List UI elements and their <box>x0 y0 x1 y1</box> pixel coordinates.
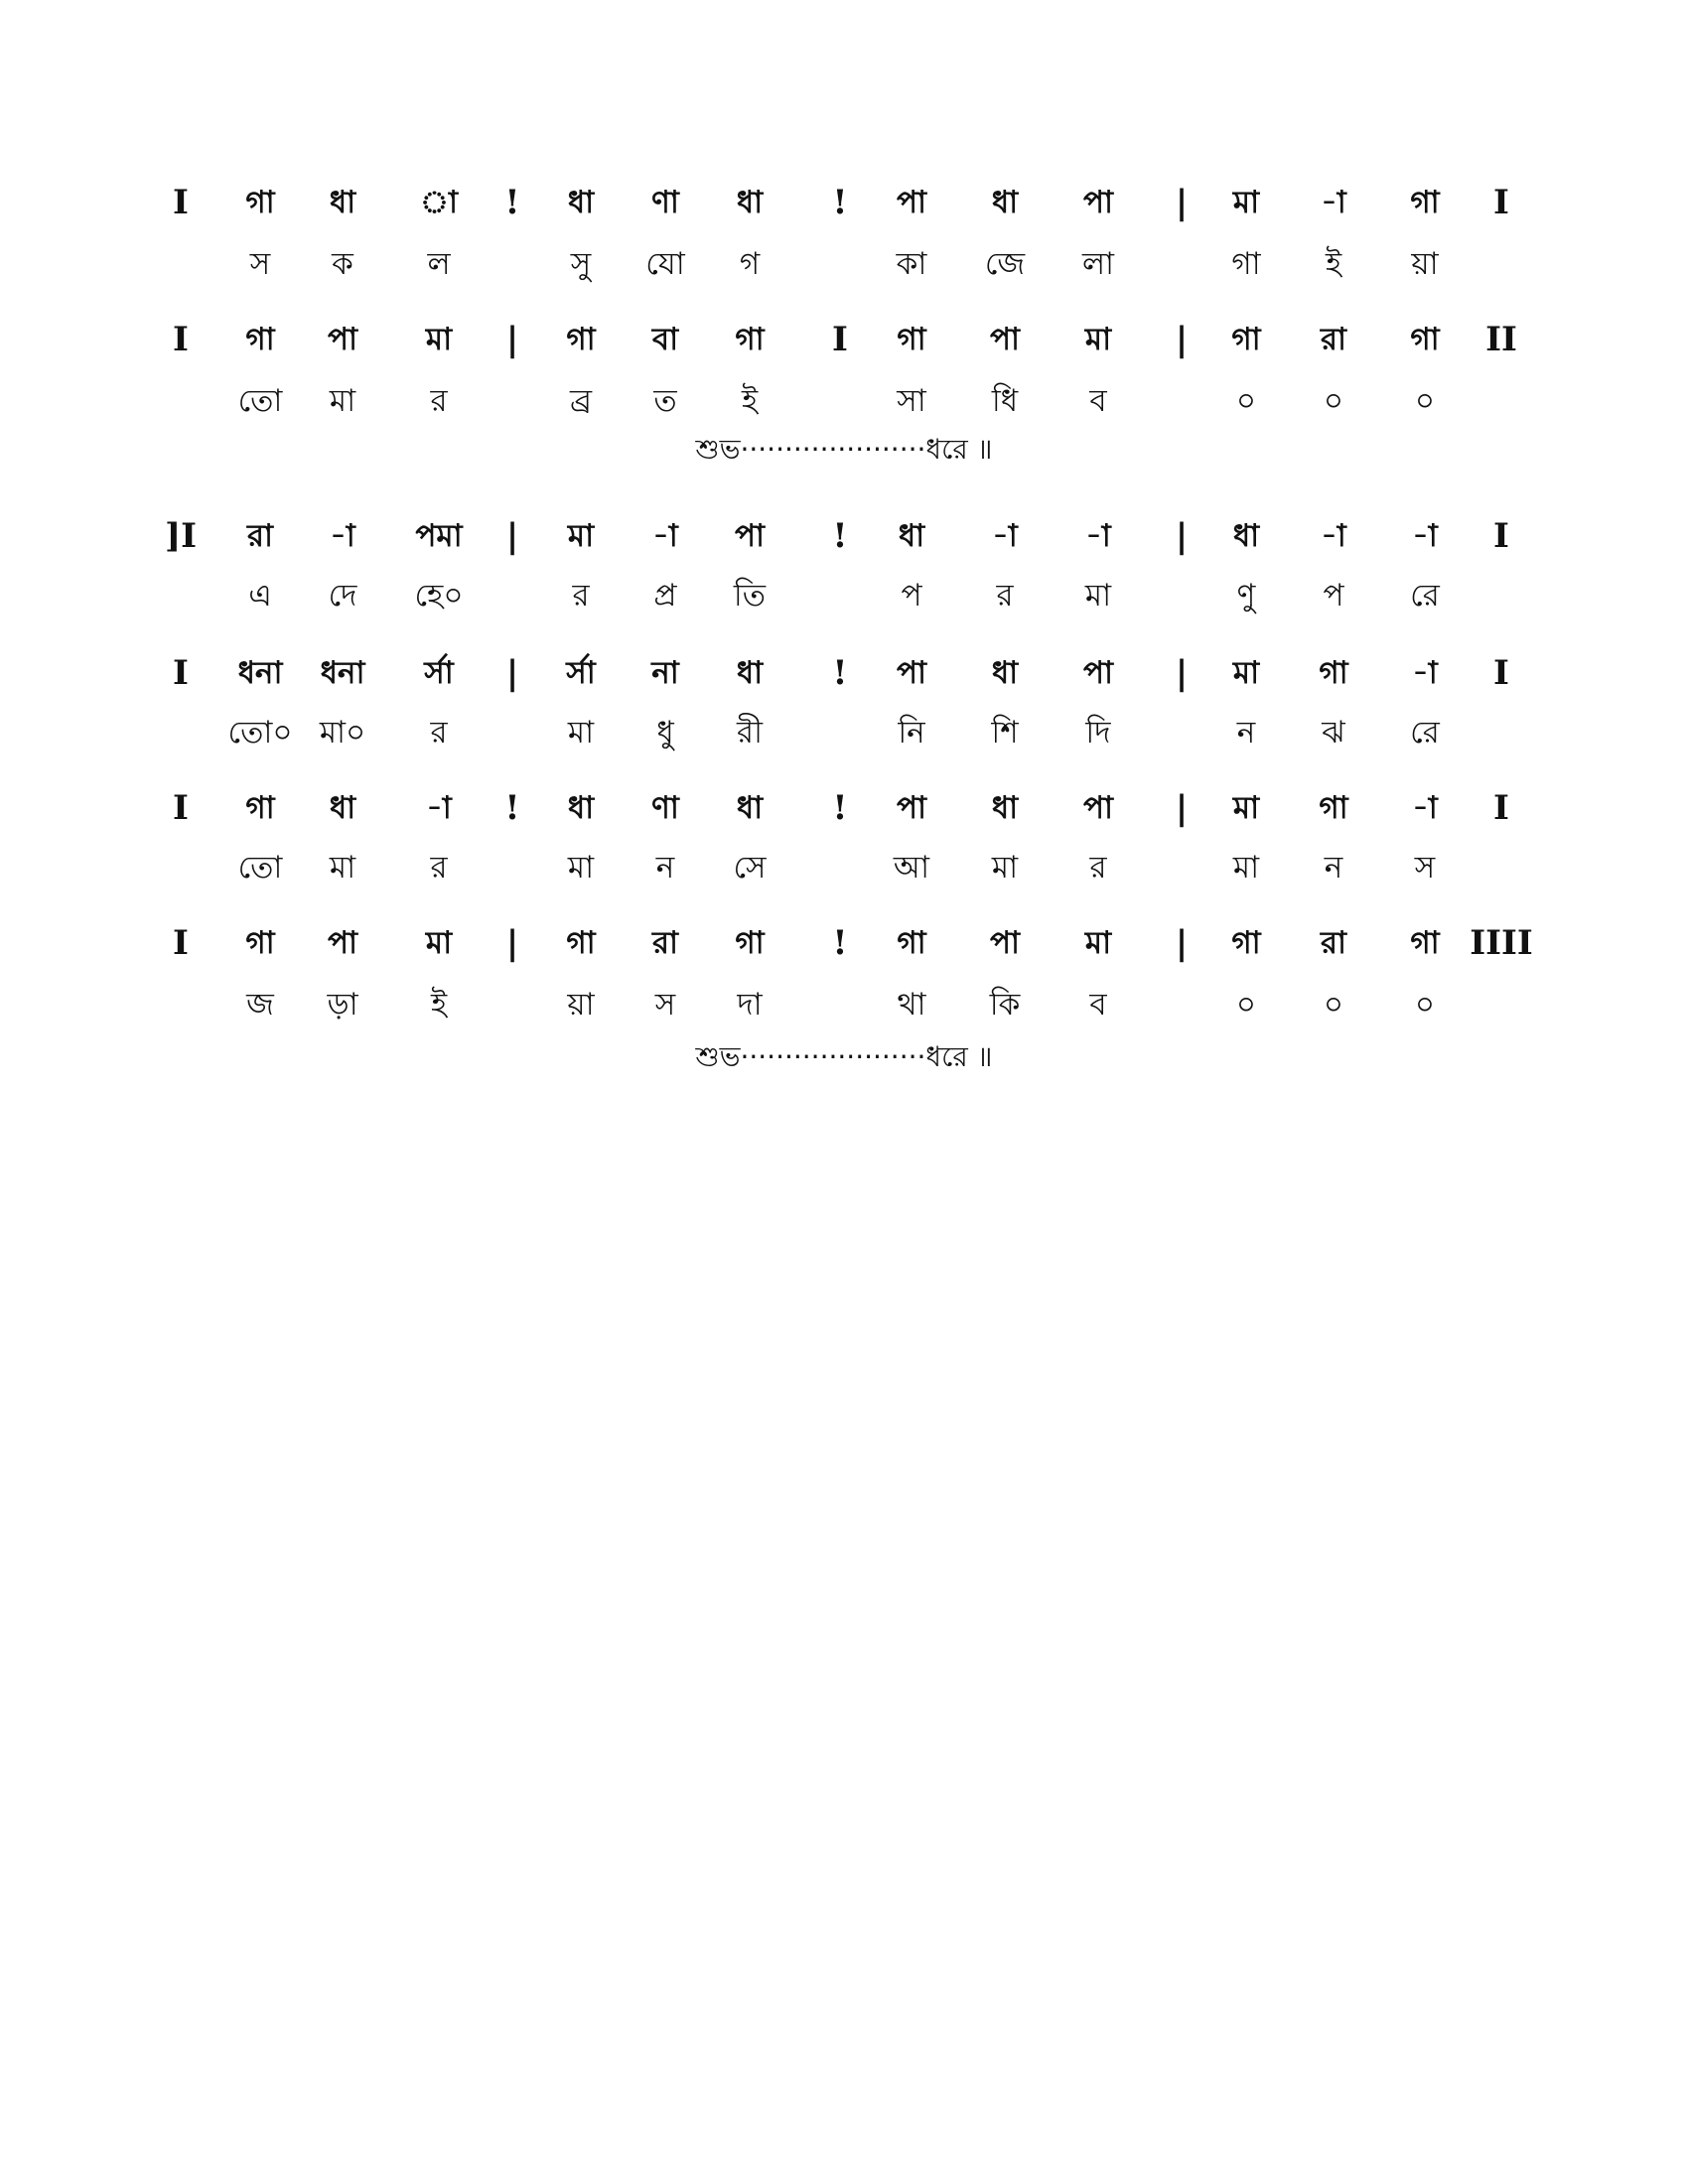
swara-cell: -া <box>330 518 355 554</box>
lyric-syllable: জে <box>984 246 1026 282</box>
bar-line: I <box>1493 183 1509 222</box>
lyric-syllable: লা <box>1081 246 1115 282</box>
lyric-syllable: স <box>654 987 676 1023</box>
lyric-syllable: থা <box>897 987 926 1023</box>
notation-row <box>159 308 1529 371</box>
lyric-syllable: গ <box>739 246 761 282</box>
lyric-syllable: ল <box>427 246 451 282</box>
lyric-syllable: ধি <box>991 383 1019 419</box>
lyric-syllable: রে <box>1410 715 1440 751</box>
bar-line: | <box>1175 788 1189 828</box>
lyric-syllable: ই <box>430 987 448 1023</box>
lyric-syllable: ০ <box>1414 987 1436 1023</box>
notation-row <box>159 911 1533 975</box>
swara-cell: রা <box>1320 925 1347 961</box>
lyric-syllable: কি <box>989 987 1021 1023</box>
swara-cell: মা <box>425 322 453 357</box>
lyric-syllable: প্র <box>653 578 677 614</box>
bar-line: | <box>505 653 519 693</box>
swara-cell: গা <box>1319 655 1348 691</box>
swara-cell: ধা <box>329 790 356 826</box>
lyric-syllable: হে০ <box>414 578 464 614</box>
lyric-syllable: মা <box>567 715 595 751</box>
bar-line: ]I <box>165 516 197 556</box>
lyric-syllable: কা <box>896 246 927 282</box>
lyric-syllable: ঝ <box>1322 715 1345 751</box>
lyric-syllable: ড়া <box>327 987 358 1023</box>
lyric-syllable: স <box>249 246 271 282</box>
swara-cell: ধা <box>736 655 764 691</box>
swara-cell: বা <box>651 322 679 357</box>
swara-cell: া <box>419 185 458 220</box>
swara-cell: -া <box>652 518 678 554</box>
swara-cell: ধনা <box>320 655 365 691</box>
swara-cell: পা <box>989 925 1021 961</box>
swara-cell: গা <box>897 925 926 961</box>
lyric-row <box>159 973 1529 1036</box>
swara-cell: ধা <box>567 790 595 826</box>
lyric-syllable: এ <box>248 578 272 614</box>
swara-cell: -া <box>1412 518 1438 554</box>
lyric-row <box>159 701 1529 764</box>
bar-line: ! <box>832 653 848 693</box>
swara-cell: গা <box>245 322 275 357</box>
bar-line: I <box>173 320 189 359</box>
swara-cell: রা <box>651 925 679 961</box>
swara-cell: গা <box>897 322 926 357</box>
swara-cell: -া <box>1412 655 1438 691</box>
lyric-row <box>159 836 1529 899</box>
bar-line: IIII <box>1470 923 1533 963</box>
swara-cell: মা <box>1084 925 1112 961</box>
swara-cell: গা <box>566 322 596 357</box>
lyric-syllable: তো <box>237 850 283 886</box>
bar-line: I <box>173 653 189 693</box>
swara-cell: -া <box>1412 790 1438 826</box>
swara-cell: -া <box>426 790 452 826</box>
lyric-syllable: র <box>572 578 590 614</box>
swara-cell: পা <box>327 925 358 961</box>
swara-cell: মা <box>1084 322 1112 357</box>
bar-line: | <box>1175 320 1189 359</box>
lyric-syllable: ব্র <box>569 383 593 419</box>
lyric-syllable: তো <box>237 383 283 419</box>
bar-line: | <box>505 923 519 963</box>
swara-cell: পা <box>734 518 766 554</box>
swara-cell: পা <box>896 790 927 826</box>
bar-line: | <box>1175 923 1189 963</box>
swara-cell: গা <box>1410 925 1440 961</box>
swara-cell: র্সা <box>424 655 454 691</box>
lyric-syllable: সু <box>570 246 592 282</box>
notation-row <box>159 504 1529 568</box>
swara-cell: গা <box>735 322 765 357</box>
lyric-syllable: র <box>430 383 448 419</box>
lyric-syllable: দে <box>328 578 357 614</box>
swara-cell: পা <box>1082 655 1114 691</box>
refrain-marker: শুভ·····················ধরে ॥ <box>695 433 993 466</box>
lyric-syllable: র <box>1089 850 1107 886</box>
lyric-syllable: গা <box>1231 246 1261 282</box>
swara-cell: র্সা <box>566 655 596 691</box>
refrain-marker: শুভ·····················ধরে ॥ <box>695 1040 993 1073</box>
swara-cell: পমা <box>415 518 463 554</box>
lyric-syllable: যো <box>645 246 685 282</box>
lyric-syllable: ০ <box>1235 383 1257 419</box>
swara-cell: ধা <box>329 185 356 220</box>
lyric-syllable: ০ <box>1414 383 1436 419</box>
lyric-syllable: র <box>996 578 1014 614</box>
lyric-syllable: প <box>1323 578 1344 614</box>
bar-line: ! <box>832 923 848 963</box>
swara-cell: গা <box>735 925 765 961</box>
swara-cell: পা <box>327 322 358 357</box>
bar-line: | <box>1175 516 1189 556</box>
lyric-syllable: ধু <box>656 715 674 751</box>
swara-cell: ধা <box>991 790 1019 826</box>
bar-line: ! <box>504 183 520 222</box>
swara-cell: না <box>651 655 679 691</box>
lyric-syllable: মা০ <box>319 715 366 751</box>
bar-line: I <box>173 183 189 222</box>
bar-line: | <box>1175 653 1189 693</box>
swara-cell: গা <box>1410 185 1440 220</box>
notation-row <box>159 171 1529 234</box>
swara-cell: ধা <box>991 655 1019 691</box>
swara-cell: পা <box>1082 185 1114 220</box>
bar-line: I <box>173 923 189 963</box>
swara-cell: রা <box>1320 322 1347 357</box>
lyric-syllable: দি <box>1085 715 1111 751</box>
swara-cell: -া <box>1085 518 1111 554</box>
bar-line: | <box>505 516 519 556</box>
lyric-syllable: ০ <box>1235 987 1257 1023</box>
swara-cell: গা <box>1231 925 1261 961</box>
swara-cell: ধা <box>991 185 1019 220</box>
lyric-syllable: ন <box>1236 715 1256 751</box>
swara-cell: পা <box>896 655 927 691</box>
bar-line: ! <box>832 516 848 556</box>
lyric-syllable: মা <box>1084 578 1112 614</box>
lyric-syllable: মা <box>567 850 595 886</box>
bar-line: ! <box>832 183 848 222</box>
lyric-syllable: মা <box>1232 850 1260 886</box>
bar-line: I <box>1493 516 1509 556</box>
lyric-row <box>159 564 1529 627</box>
swara-cell: ধা <box>898 518 925 554</box>
lyric-syllable: ই <box>741 383 759 419</box>
swara-cell: মা <box>1232 185 1260 220</box>
lyric-syllable: ক <box>332 246 353 282</box>
lyric-syllable: রী <box>737 715 763 751</box>
swara-cell: পা <box>1082 790 1114 826</box>
bar-line: I <box>832 320 848 359</box>
swara-cell: ধা <box>736 185 764 220</box>
swara-cell: ধনা <box>237 655 283 691</box>
lyric-syllable: র <box>430 850 448 886</box>
bar-line: ! <box>832 788 848 828</box>
lyric-syllable: ০ <box>1323 987 1344 1023</box>
lyric-syllable: মা <box>991 850 1019 886</box>
lyric-row <box>159 369 1529 433</box>
swara-cell: ণা <box>651 185 679 220</box>
lyric-syllable: য়া <box>1411 246 1439 282</box>
swara-cell: মা <box>567 518 595 554</box>
lyric-syllable: তো০ <box>227 715 293 751</box>
lyric-syllable: ণু <box>1236 578 1256 614</box>
bar-line: II <box>1485 320 1517 359</box>
lyric-syllable: র <box>430 715 448 751</box>
lyric-syllable: ব <box>1089 987 1107 1023</box>
lyric-syllable: আ <box>893 850 930 886</box>
swara-cell: গা <box>1410 322 1440 357</box>
lyric-syllable: য়া <box>567 987 595 1023</box>
lyric-syllable: দা <box>737 987 763 1023</box>
swara-cell: রা <box>246 518 274 554</box>
lyric-syllable: সে <box>733 850 767 886</box>
lyric-syllable: জ <box>246 987 274 1023</box>
swara-cell: মা <box>1232 655 1260 691</box>
swara-cell: -া <box>992 518 1018 554</box>
lyric-syllable: তি <box>733 578 767 614</box>
lyric-syllable: সা <box>897 383 926 419</box>
bar-line: ! <box>504 788 520 828</box>
swara-cell: গা <box>566 925 596 961</box>
notation-row <box>159 641 1529 705</box>
bar-line: | <box>1175 183 1189 222</box>
lyric-syllable: শি <box>991 715 1019 751</box>
swara-cell: ধা <box>736 790 764 826</box>
lyric-syllable: মা <box>329 383 356 419</box>
bar-line: I <box>1493 653 1509 693</box>
swara-cell: -া <box>1321 185 1346 220</box>
lyric-syllable: ত <box>653 383 677 419</box>
swara-cell: ধা <box>567 185 595 220</box>
swara-cell: পা <box>989 322 1021 357</box>
bar-line: I <box>173 788 189 828</box>
swara-cell: গা <box>1231 322 1261 357</box>
lyric-syllable: স <box>1414 850 1436 886</box>
lyric-syllable: প <box>901 578 922 614</box>
notation-row <box>159 776 1529 840</box>
lyric-syllable: ০ <box>1323 383 1344 419</box>
swara-cell: গা <box>245 185 275 220</box>
lyric-syllable: ব <box>1089 383 1107 419</box>
swara-cell: ধা <box>1232 518 1260 554</box>
bar-line: I <box>1493 788 1509 828</box>
lyric-syllable: ন <box>1324 850 1343 886</box>
bar-line: | <box>505 320 519 359</box>
swara-cell: গা <box>245 925 275 961</box>
lyric-syllable: মা <box>329 850 356 886</box>
swara-cell: মা <box>425 925 453 961</box>
lyric-syllable: ই <box>1325 246 1342 282</box>
lyric-syllable: ন <box>655 850 675 886</box>
swara-cell: গা <box>1319 790 1348 826</box>
swara-cell: মা <box>1232 790 1260 826</box>
lyric-syllable: রে <box>1410 578 1440 614</box>
swara-cell: গা <box>245 790 275 826</box>
lyric-syllable: নি <box>898 715 925 751</box>
swara-cell: -া <box>1321 518 1346 554</box>
swara-cell: ণা <box>651 790 679 826</box>
lyric-row <box>159 232 1529 296</box>
swara-cell: পা <box>896 185 927 220</box>
